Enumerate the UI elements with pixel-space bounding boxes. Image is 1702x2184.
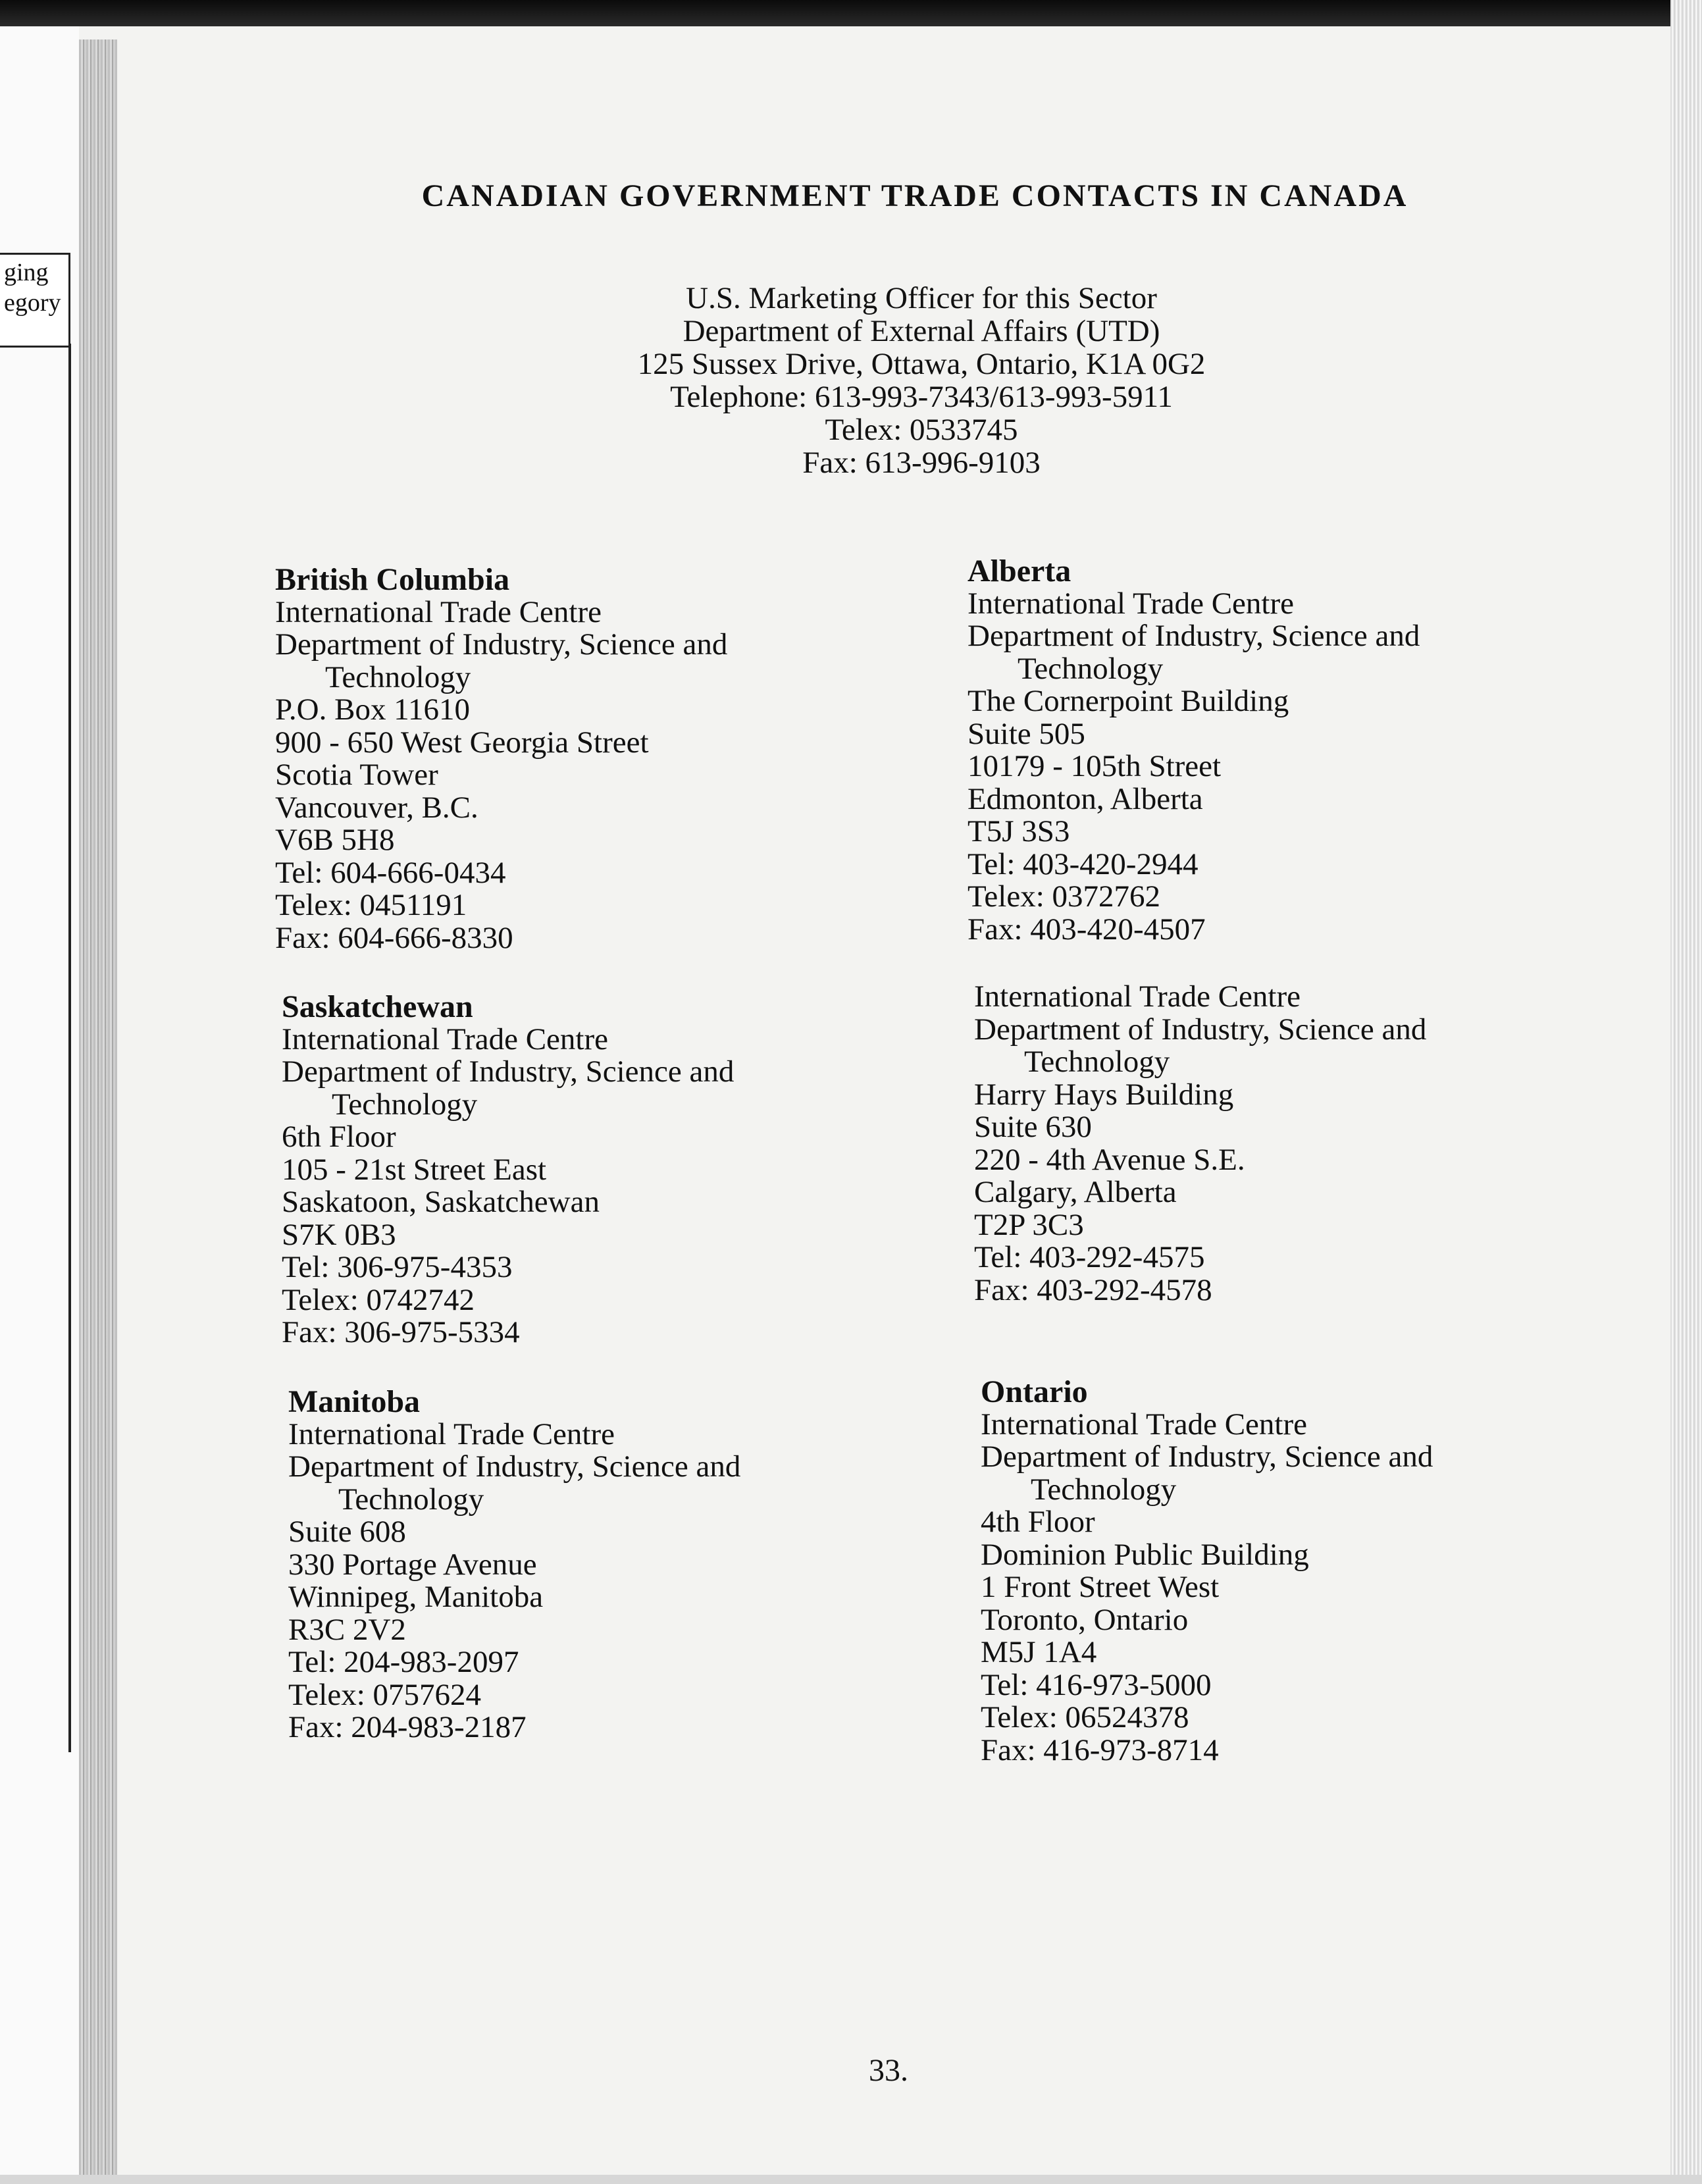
office-line: 900 - 650 West Georgia Street — [275, 725, 649, 760]
office-line: Fax: 403-292-4578 — [974, 1272, 1212, 1307]
office-line: 6th Floor — [282, 1120, 396, 1154]
office-line: Tel: 403-420-2944 — [967, 846, 1199, 881]
contact-line: Telex: 0533745 — [825, 413, 1018, 447]
office-line: Scotia Tower — [275, 758, 438, 792]
previous-page-margin — [0, 26, 79, 2184]
office-line: Department of Industry, Science and — [282, 1054, 735, 1089]
scan-bottom-border — [0, 2175, 1702, 2184]
office-line: Technology — [1024, 1045, 1170, 1079]
office-line: Technology — [332, 1087, 478, 1122]
office-line: Department of Industry, Science and — [967, 619, 1420, 653]
office-line: T5J 3S3 — [967, 814, 1070, 848]
office-line: Telex: 0757624 — [288, 1677, 482, 1712]
marketing-officer-block — [461, 282, 1382, 479]
scan-right-border — [1670, 0, 1702, 2184]
contact-line: U.S. Marketing Officer for this Sector — [686, 281, 1157, 315]
office-line: Technology — [1018, 651, 1164, 686]
office-line: Saskatoon, Saskatchewan — [282, 1185, 600, 1219]
office-line: Technology — [1031, 1472, 1177, 1507]
office-line: Department of Industry, Science and — [288, 1449, 741, 1484]
office-line: Technology — [325, 660, 471, 694]
office-line: Toronto, Ontario — [981, 1602, 1189, 1637]
previous-page-text: egory — [4, 289, 61, 317]
page-number: 33. — [869, 2053, 908, 2088]
office-line: 1 Front Street West — [981, 1570, 1220, 1604]
office-line: Fax: 403-420-4507 — [967, 912, 1206, 947]
office-line: Telex: 0451191 — [275, 888, 467, 922]
office-line: T2P 3C3 — [974, 1207, 1084, 1242]
office-line: Tel: 204-983-2097 — [288, 1645, 519, 1679]
office-line: International Trade Centre — [282, 1022, 608, 1056]
office-line: Telex: 0742742 — [282, 1282, 475, 1317]
office-line: The Cornerpoint Building — [967, 684, 1289, 718]
office-alberta-edmonton — [967, 555, 1420, 946]
office-line: Dominion Public Building — [981, 1537, 1309, 1572]
office-line: Tel: 604-666-0434 — [275, 855, 506, 890]
office-heading: Ontario — [981, 1374, 1088, 1409]
office-line: Department of Industry, Science and — [275, 627, 728, 662]
office-line: Suite 630 — [974, 1110, 1092, 1144]
contact-line: Fax: 613-996-9103 — [802, 446, 1041, 480]
office-british-columbia — [275, 563, 727, 954]
office-line: International Trade Centre — [288, 1417, 615, 1451]
scan-top-border — [0, 0, 1702, 26]
office-line: International Trade Centre — [981, 1407, 1307, 1442]
office-line: Vancouver, B.C. — [275, 790, 478, 825]
office-line: Harry Hays Building — [974, 1077, 1234, 1112]
office-line: 10179 - 105th Street — [967, 749, 1222, 783]
previous-page-box — [0, 253, 70, 348]
office-alberta-calgary — [974, 981, 1426, 1307]
office-line: Tel: 403-292-4575 — [974, 1240, 1205, 1274]
office-line: International Trade Centre — [974, 979, 1301, 1014]
office-ontario — [981, 1376, 1433, 1767]
contact-line: Department of External Affairs (UTD) — [683, 314, 1160, 348]
office-saskatchewan — [282, 991, 734, 1349]
office-line: Telex: 06524378 — [981, 1700, 1189, 1734]
previous-page-rule — [68, 344, 71, 1752]
office-line: Technology — [338, 1482, 484, 1517]
office-line: Suite 608 — [288, 1515, 406, 1549]
office-heading: British Columbia — [275, 562, 510, 597]
page-title: CANADIAN GOVERNMENT TRADE CONTACTS IN CANADA — [421, 178, 1408, 213]
office-line: Tel: 306-975-4353 — [282, 1250, 513, 1284]
binding-spine — [79, 39, 117, 2184]
office-line: Department of Industry, Science and — [974, 1012, 1427, 1047]
office-heading: Saskatchewan — [282, 989, 473, 1024]
office-line: Tel: 416-973-5000 — [981, 1667, 1212, 1702]
office-line: R3C 2V2 — [288, 1612, 406, 1647]
office-line: S7K 0B3 — [282, 1217, 396, 1252]
office-line: Fax: 604-666-8330 — [275, 920, 513, 955]
office-line: Telex: 0372762 — [967, 879, 1161, 914]
office-line: Department of Industry, Science and — [981, 1440, 1433, 1474]
office-line: Fax: 306-975-5334 — [282, 1315, 520, 1349]
office-line: Calgary, Alberta — [974, 1175, 1177, 1209]
office-heading: Manitoba — [288, 1384, 421, 1419]
office-line: Edmonton, Alberta — [967, 781, 1203, 816]
office-line: 4th Floor — [981, 1505, 1095, 1539]
office-line: Fax: 416-973-8714 — [981, 1732, 1219, 1767]
office-line: 105 - 21st Street East — [282, 1152, 547, 1187]
office-line: 330 Portage Avenue — [288, 1547, 537, 1582]
office-line: P.O. Box 11610 — [275, 692, 470, 727]
office-line: International Trade Centre — [275, 594, 602, 629]
contact-line: 125 Sussex Drive, Ottawa, Ontario, K1A 0G2 — [637, 347, 1206, 381]
contact-line: Telephone: 613-993-7343/613-993-5911 — [670, 380, 1173, 414]
office-line: V6B 5H8 — [275, 823, 395, 857]
office-manitoba — [288, 1386, 740, 1744]
office-line: International Trade Centre — [967, 586, 1294, 621]
office-line: M5J 1A4 — [981, 1635, 1097, 1669]
office-line: 220 - 4th Avenue S.E. — [974, 1142, 1245, 1177]
office-line: Winnipeg, Manitoba — [288, 1580, 544, 1614]
office-heading: Alberta — [967, 554, 1071, 588]
previous-page-text: ging — [4, 259, 49, 286]
office-line: Suite 505 — [967, 716, 1085, 751]
office-line: Fax: 204-983-2187 — [288, 1710, 527, 1744]
